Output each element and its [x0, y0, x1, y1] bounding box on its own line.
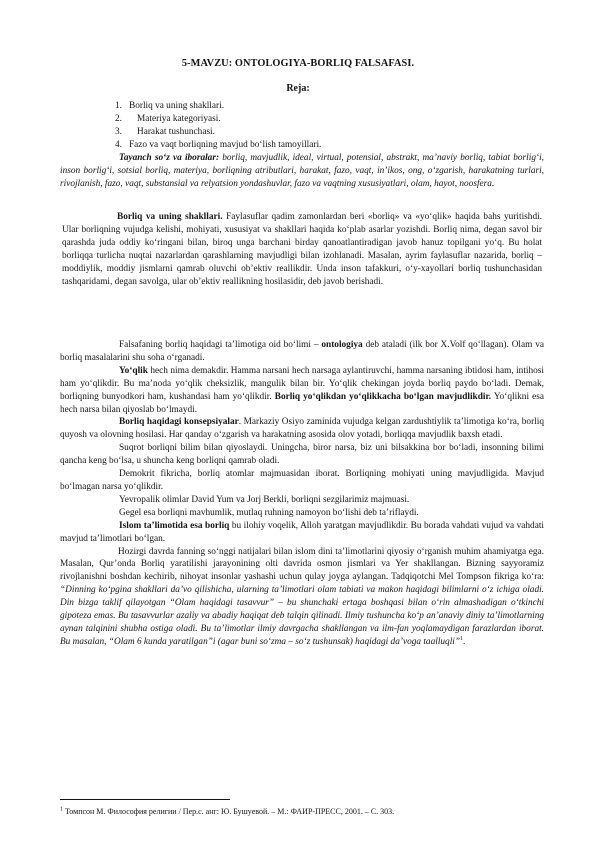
keywords-text: borliq, mavjudlik, ideal, virtual, potensial, abstrakt, ma’naviy borliq, tabiat borlig‘i, inson borlig‘i, sotsial borliq, materiya, borliqning atributlari, harakat, fazo, vaqt, in’ikos, ong, o‘zgarish, harakatning turlari, rivojlanish, fazo, vaqt, substansial va relyatsion yondashuvlar, fazo va vaqtning xususiyatlari, olam, hayot, noosfera. — [60, 153, 544, 189]
plan-item: 3. Harakat tushunchasi. — [115, 127, 215, 137]
footnote-separator — [60, 799, 230, 800]
yum-berkli-paragraph: Yevropalik olimlar David Yum va Jorj Berkli, borliqni sezgilarimiz majmuasi. — [119, 494, 410, 505]
footnote-text: Томпсон М. Философия религии / Пер.с. анг: Ю. Бушуевой. – М.: ФАИР-ПРЕСС, 2001. – С. 303. — [63, 807, 395, 816]
plan-heading: Reja: — [286, 83, 310, 94]
suqrot-paragraph: Suqrot borliqni bilim bilan qiyoslaydi. Uningcha, biror narsa, biz uni bilsakkina bor bo‘ladi, insonning bilimi qancha keng bo‘lsa, u shuncha keng borliqni qamrab oladi. — [60, 443, 544, 467]
plan-item: 1. Borliq va uning shakllari. — [115, 101, 225, 111]
keywords-paragraph — [60, 152, 544, 191]
footnote-mark: 1 — [60, 806, 63, 813]
islom-paragraph: Islom ta’limotida esa borliq bu ilohiy voqelik, Alloh yaratgan mavjudlikdir. Bu borada vahdati vujud va vahdati mavjud ta’limotlari bo‘lgan. — [60, 520, 544, 544]
plan-list — [115, 100, 515, 152]
modern-paragraph: Hozirgi davrda fanning so‘nggi natijalari bilan islom dini ta’limotlarini qiyosiy o‘rganish muhim ahamiyatga ega. Masalan, Qur’onda Borliq yaratilishi jarayonining olti davrida osmon jismlari va Yer shakllangan. Bizning sayyoramiz rivojlanishni boshdan kechirib, nihoyat insonlar yashashi uchun qulay joyga aylangan. Tadqiqotchi Mel Tompson fikriga ko‘ra: “Dinning ko‘pgina shakllari da’vo qilishicha, ularning ta’limotlari olam tabiati va makon haqidagi bilimlarni o‘z ichiga oladi. Din bizga taklif qilayotgan “Olam haqidagi tasavvur” – bu shunchaki ertaga boshqasi bilan o‘rin almashadigan o‘tkinchi gipoteza emas. Bu tasavvurlar azaliy va abadiy haqiqat deb talqin qilinadi. Ilmiy tushuncha ko‘p an’anaviy diniy ta’limotlarning aynan talqinini shubha ostiga oladi. Bu ta’limotlar ilmiy davrgacha shakllangan va ilm-fan yoqlamaydigan farazlardan iborat. Bu masalan, “Olam 6 kunda yaratilgan”i (agar buni so‘zma – so‘z tushunsak) haqidagi da’voga taalluqli”$^1$. — [60, 546, 544, 647]
plan-item: 4. Fazo va vaqt borliqning mavjud bo‘lish tamoyillari. — [115, 140, 322, 150]
concepts-paragraph: Borliq haqidagi konsepsiyalar. Markaziy Osiyo zaminida vujudga kelgan zardushtiylik ta’limotiga ko‘ra, borliq quyosh va olovning hosilasi. Har qanday o‘zgarish va harakatning asosida olov yotadi, borliqqa mavjudlik baxsh etadi. — [60, 417, 544, 441]
footnote-ref: 1 — [460, 635, 464, 642]
main-text — [60, 339, 544, 649]
ontology-paragraph: Falsafaning borliq haqidagi ta’limotiga oid bo‘limi – ontologiya deb ataladi (ilk bor X.Volf qo‘llagan). Olam va borliq masalalarini shu soha o‘rganadi. — [60, 340, 544, 363]
gegel-paragraph: Gegel esa borliqni mavhumlik, mutlaq ruhning namoyon bo‘lishi deb ta’riflaydi. — [119, 507, 419, 518]
keywords-label: Tayanch so‘z va iboralar: — [119, 153, 220, 163]
footnote — [60, 807, 544, 817]
page-title: 5-MAVZU: ONTOLOGIYA-BORLIQ FALSAFASI. — [181, 58, 415, 69]
tompson-quote: “Dinning ko‘pgina shakllari da’vo qilishicha, ularning ta’limotlari olam tabiati va makon haqidagi bilimlarni o‘z ichiga oladi. Din bizga taklif qilayotgan “Olam haqidagi tasavvur” – bu shunchaki ertaga boshqasi bilan o‘rin almashadigan o‘tkinchi gipoteza emas. Bu tasavvurlar azaliy va abadiy haqiqat deb talqin qilinadi. Ilmiy tushuncha ko‘p an’anaviy diniy ta’limotlarning aynan talqinini shubha ostiga oladi. Bu ta’limotlar ilmiy davrgacha shakllangan va ilm-fan yoqlamaydigan farazlardan iborat. Bu masalan, “Olam 6 kunda yaratilgan”i (agar buni so‘zma – so‘z tushunsak) haqidagi da’voga taalluqli” — [60, 585, 544, 647]
yoqlik-paragraph: Yo‘qlik hech nima demakdir. Hamma narsani hech narsaga aylantiruvchi, hamma narsaning ibtidosi ham, intihosi ham yo‘qlikdir. Bu ma’noda yo‘qlik cheksizlik, mangulik bilan bir. Yo‘qlik chekingan joyda borliq paydo bo‘ladi. Demak, borliqning bunyodkori ham, kushandasi ham yo‘qlikdir. Borliq yo‘qlikdan yo‘qlikkacha bo‘lgan mavjudlikdir. Yo‘qlikni esa hech narsa bilan qiyoslab bo‘lmaydi. — [60, 365, 544, 415]
borliq-paragraph: Borliq va uning shakllari. Faylasuflar qadim zamonlardan beri «borliq» va «yo‘qlik» haqida bahs yuritishdi. Ular borliqning vujudga kelishi, mohiyati, xususiyat va shakllari haqida ko‘plab asarlar yozishdi. Borliq nima, degan savol bir qarashda juda oddiy ko‘ringani bilan, biroq unga barchani birday qanoatlantiradigan javob hanuz topilgani yo‘q. Bu holat borliqqa turlicha nuqtai nazarlardan qarashlarning mavjudligi bilan izohlanadi. Masalan, ayrim faylasuflar nazarida, borliq – moddiylik, moddiy jismlarni qamrab oluvchi ob’ektiv reallikdir. Unda inson tafakkuri, o‘y-xayollari borliq tushunchasidan tashqaridami, degan savolga, ular ob’ektiv reallikning hosilasidir, deb javob berishadi. — [62, 212, 543, 287]
plan-item: 2. Materiya kategoriyasi. — [115, 114, 221, 124]
demokrit-paragraph: Demokrit fikricha, borliq atomlar majmuasidan iborat. Borliqning mohiyati uning mavjudligida. Mavjud bo‘lmagan narsa yo‘qlikdir. — [60, 469, 544, 492]
